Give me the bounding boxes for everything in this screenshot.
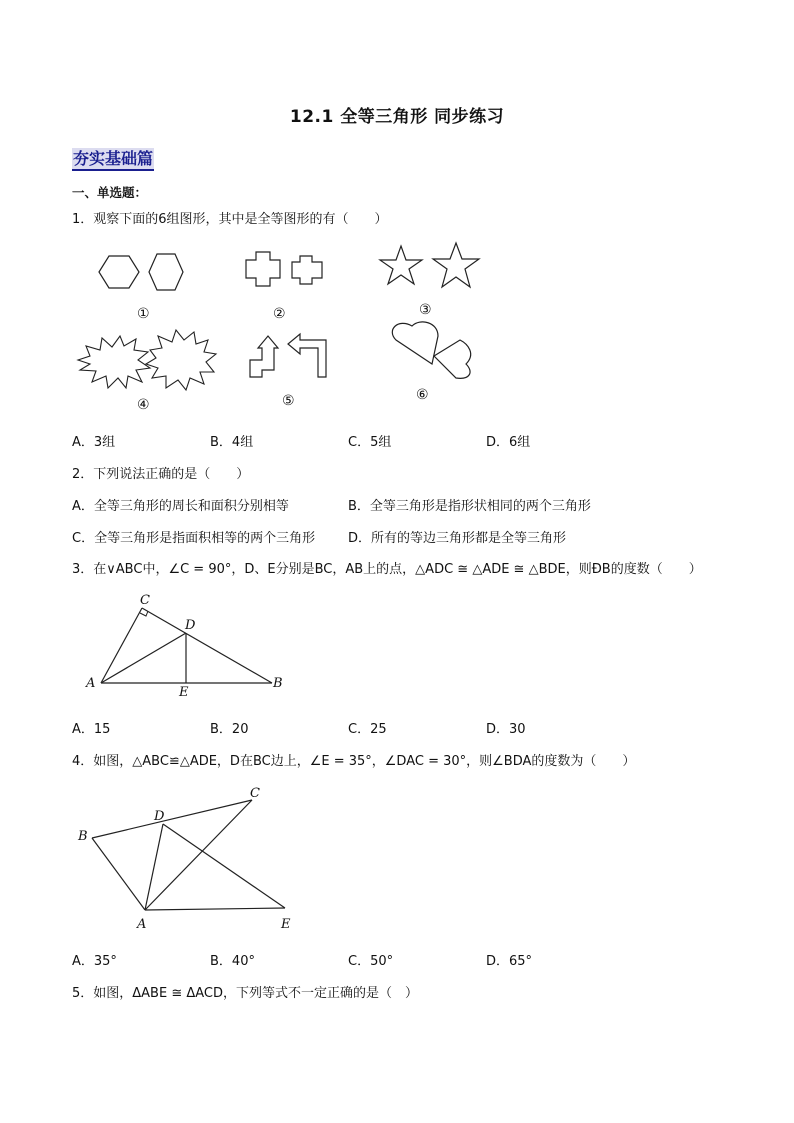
heart-left — [392, 322, 438, 364]
cross-left — [246, 252, 280, 286]
q3-option-b[interactable]: B．20 — [210, 722, 249, 737]
question-3-diagram — [80, 588, 300, 698]
q4-option-c[interactable]: C．50° — [348, 954, 394, 969]
explosion-right — [146, 330, 216, 390]
q3-point-d: D — [185, 618, 196, 633]
q1-option-c[interactable]: C．5组 — [348, 435, 392, 450]
section-title: 夯实基础篇 — [72, 148, 154, 171]
figure-label-2: ② — [273, 306, 286, 322]
arrow-left — [250, 336, 278, 377]
question-2-stem: 2．下列说法正确的是（ ） — [72, 467, 250, 482]
q4-point-a: A — [137, 917, 147, 932]
q4-point-c: C — [250, 786, 260, 801]
question-4-diagram — [70, 783, 310, 933]
explosion-left — [78, 336, 150, 388]
star-left — [380, 246, 422, 284]
q3-option-a[interactable]: A．15 — [72, 722, 111, 737]
heart-right — [434, 340, 471, 378]
q3-point-e: E — [179, 685, 189, 698]
q4-option-d[interactable]: D．65° — [486, 954, 533, 969]
hexagon-right — [149, 254, 183, 290]
star-right — [433, 243, 479, 287]
figure-label-5: ⑤ — [282, 393, 295, 409]
question-1-stem: 1．观察下面的6组图形，其中是全等图形的有（ ） — [72, 212, 388, 227]
q3-point-b: B — [273, 676, 283, 691]
q1-option-d[interactable]: D．6组 — [486, 435, 531, 450]
question-5-stem: 5．如图，ΔABE ≅ ΔACD，下列等式不一定正确的是（ ） — [72, 986, 418, 1001]
figure-label-3: ③ — [419, 302, 432, 318]
question-3-stem: 3．在∨ABC中，∠C = 90°，D、E分别是BC，AB上的点，△ADC ≅ △ADE ≅ △BDE，则ÐB的度数（ ） — [72, 562, 702, 577]
question-4-stem: 4．如图，△ABC≌△ADE，D在BC边上，∠E = 35°，∠DAC = 30°，则∠BDA的度数为（ ） — [72, 754, 636, 769]
q2-option-c[interactable]: C．全等三角形是指面积相等的两个三角形 — [72, 531, 316, 546]
q4-point-e: E — [281, 917, 291, 932]
q3-point-a: A — [86, 676, 96, 691]
cross-right — [292, 256, 322, 284]
page-title: 12.1 全等三角形 同步练习 — [289, 107, 505, 127]
q1-option-a[interactable]: A．3组 — [72, 435, 116, 450]
q1-option-b[interactable]: B．4组 — [210, 435, 254, 450]
q4-point-b: B — [78, 829, 88, 844]
q4-option-b[interactable]: B．40° — [210, 954, 255, 969]
q2-option-a[interactable]: A．全等三角形的周长和面积分别相等 — [72, 499, 289, 514]
q2-option-d[interactable]: D．所有的等边三角形都是全等三角形 — [348, 531, 567, 546]
hexagon-left — [99, 256, 139, 288]
figure-label-4: ④ — [137, 397, 150, 413]
arrow-right — [288, 334, 326, 377]
q3-option-d[interactable]: D．30 — [486, 722, 526, 737]
q3-option-c[interactable]: C．25 — [348, 722, 387, 737]
q2-option-b[interactable]: B．全等三角形是指形状相同的两个三角形 — [348, 499, 591, 514]
question-type-heading: 一、单选题： — [72, 185, 148, 200]
q4-point-d: D — [154, 809, 165, 824]
q4-option-a[interactable]: A．35° — [72, 954, 117, 969]
figure-label-1: ① — [137, 306, 150, 322]
q3-point-c: C — [140, 593, 150, 608]
figure-label-6: ⑥ — [416, 387, 429, 403]
